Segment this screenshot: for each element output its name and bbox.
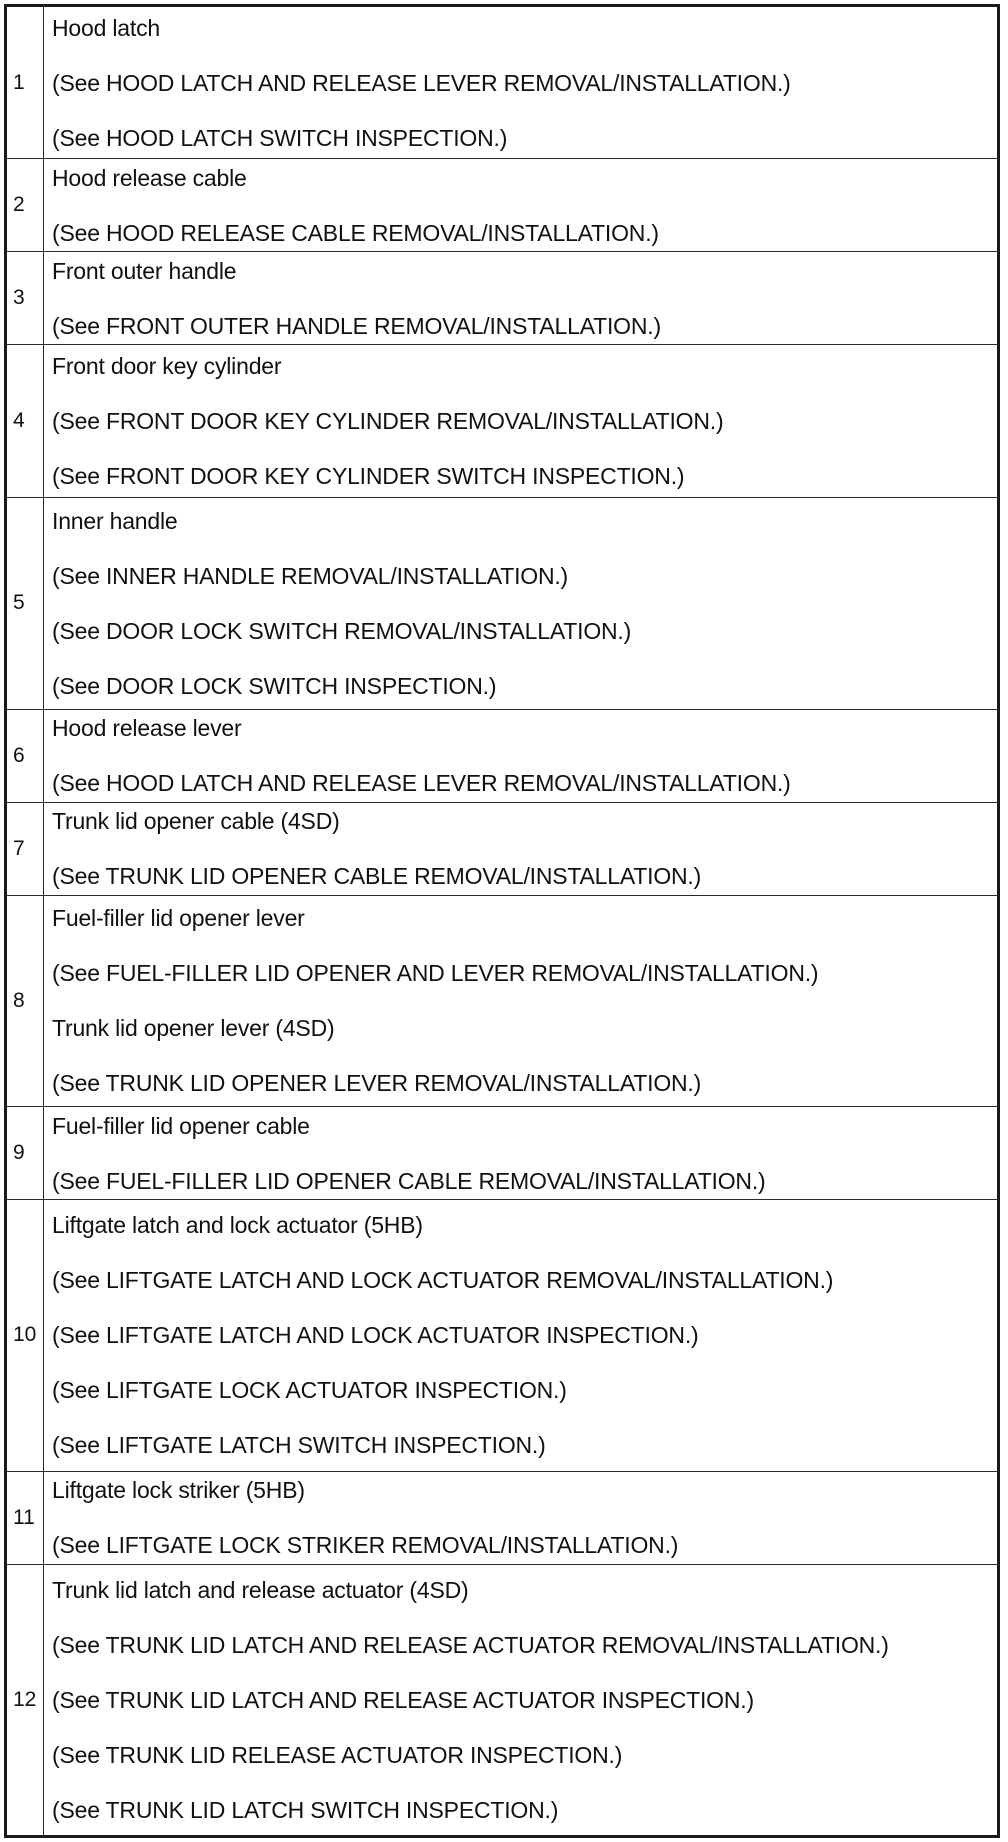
table-row	[6, 6, 999, 159]
item-number: 6	[6, 709, 44, 802]
procedure-reference: (See TRUNK LID OPENER CABLE REMOVAL/INSTALLATION.)	[52, 863, 702, 890]
procedure-reference: (See FUEL-FILLER LID OPENER AND LEVER REMOVAL/INSTALLATION.)	[52, 960, 819, 987]
table-row	[6, 497, 999, 709]
procedure-reference: (See FRONT DOOR KEY CYLINDER SWITCH INSPECTION.)	[52, 463, 685, 490]
procedure-reference: (See HOOD RELEASE CABLE REMOVAL/INSTALLATION.)	[52, 219, 659, 246]
item-number: 7	[6, 802, 44, 895]
parts-reference-table	[4, 4, 1000, 1838]
part-name: Hood release lever	[52, 715, 242, 742]
part-name: Front door key cylinder	[52, 353, 282, 380]
part-name: Trunk lid opener cable (4SD)	[52, 808, 340, 835]
item-number: 2	[6, 159, 44, 252]
item-description	[44, 1200, 999, 1471]
item-description	[44, 345, 999, 497]
item-number: 5	[6, 497, 44, 709]
procedure-reference: (See TRUNK LID LATCH AND RELEASE ACTUATOR REMOVAL/INSTALLATION.)	[52, 1631, 889, 1658]
item-description	[44, 159, 999, 252]
item-description	[44, 6, 999, 159]
part-name: Front outer handle	[52, 257, 237, 284]
table-row	[6, 895, 999, 1107]
item-description	[44, 895, 999, 1107]
table-row	[6, 345, 999, 497]
item-number: 11	[6, 1471, 44, 1564]
part-name: Liftgate lock striker (5HB)	[52, 1477, 305, 1504]
procedure-reference: (See LIFTGATE LOCK STRIKER REMOVAL/INSTALLATION.)	[52, 1532, 679, 1559]
table-row	[6, 159, 999, 252]
table-row	[6, 802, 999, 895]
procedure-reference: (See HOOD LATCH AND RELEASE LEVER REMOVAL/INSTALLATION.)	[52, 69, 791, 96]
item-description	[44, 1471, 999, 1564]
procedure-reference: (See LIFTGATE LOCK ACTUATOR INSPECTION.)	[52, 1377, 567, 1404]
item-number: 8	[6, 895, 44, 1107]
table-row	[6, 1471, 999, 1564]
procedure-reference: (See TRUNK LID LATCH AND RELEASE ACTUATOR INSPECTION.)	[52, 1686, 754, 1713]
procedure-reference: (See DOOR LOCK SWITCH INSPECTION.)	[52, 672, 497, 699]
procedure-reference: (See TRUNK LID OPENER LEVER REMOVAL/INSTALLATION.)	[52, 1070, 702, 1097]
part-name: Trunk lid opener lever (4SD)	[52, 1015, 335, 1042]
part-name: Liftgate latch and lock actuator (5HB)	[52, 1212, 423, 1239]
item-number: 1	[6, 6, 44, 159]
procedure-reference: (See HOOD LATCH AND RELEASE LEVER REMOVAL/INSTALLATION.)	[52, 770, 791, 797]
item-number: 4	[6, 345, 44, 497]
table-row	[6, 252, 999, 345]
table-body	[6, 6, 999, 1837]
table-row	[6, 1564, 999, 1836]
part-name: Inner handle	[52, 507, 178, 534]
part-name: Hood release cable	[52, 164, 247, 191]
item-description	[44, 497, 999, 709]
procedure-reference: (See TRUNK LID RELEASE ACTUATOR INSPECTION.)	[52, 1741, 623, 1768]
item-description	[44, 252, 999, 345]
item-description	[44, 1564, 999, 1836]
part-name: Trunk lid latch and release actuator (4SD)	[52, 1576, 469, 1603]
item-number: 9	[6, 1107, 44, 1200]
table-row	[6, 1200, 999, 1471]
table-row	[6, 1107, 999, 1200]
part-name: Fuel-filler lid opener lever	[52, 905, 305, 932]
item-number: 10	[6, 1200, 44, 1471]
procedure-reference: (See HOOD LATCH SWITCH INSPECTION.)	[52, 124, 508, 151]
procedure-reference: (See LIFTGATE LATCH SWITCH INSPECTION.)	[52, 1432, 546, 1459]
part-name: Hood latch	[52, 14, 160, 41]
table-row	[6, 709, 999, 802]
item-description	[44, 802, 999, 895]
procedure-reference: (See DOOR LOCK SWITCH REMOVAL/INSTALLATION.)	[52, 617, 632, 644]
part-name: Fuel-filler lid opener cable	[52, 1112, 310, 1139]
procedure-reference: (See FRONT OUTER HANDLE REMOVAL/INSTALLATION.)	[52, 312, 661, 339]
procedure-reference: (See TRUNK LID LATCH SWITCH INSPECTION.)	[52, 1796, 559, 1823]
item-number: 12	[6, 1564, 44, 1836]
procedure-reference: (See FUEL-FILLER LID OPENER CABLE REMOVAL/INSTALLATION.)	[52, 1167, 766, 1194]
item-number: 3	[6, 252, 44, 345]
item-description	[44, 1107, 999, 1200]
procedure-reference: (See FRONT DOOR KEY CYLINDER REMOVAL/INSTALLATION.)	[52, 408, 724, 435]
procedure-reference: (See LIFTGATE LATCH AND LOCK ACTUATOR REMOVAL/INSTALLATION.)	[52, 1267, 834, 1294]
procedure-reference: (See LIFTGATE LATCH AND LOCK ACTUATOR INSPECTION.)	[52, 1322, 699, 1349]
item-description	[44, 709, 999, 802]
procedure-reference: (See INNER HANDLE REMOVAL/INSTALLATION.)	[52, 562, 569, 589]
